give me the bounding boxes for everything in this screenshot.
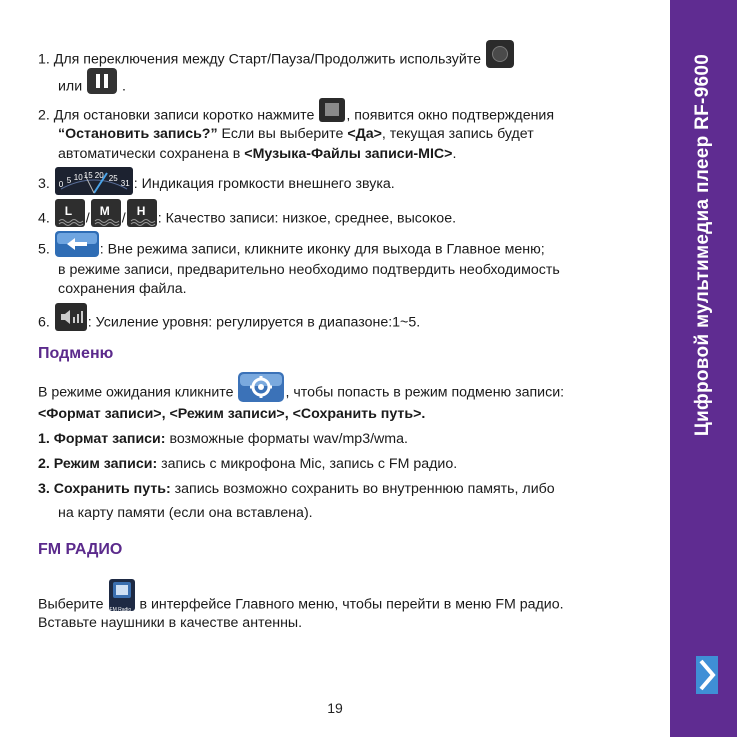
quality-high-icon: H	[127, 199, 157, 232]
pause-icon	[87, 68, 117, 99]
fm-radio-icon: FM Radio	[109, 579, 135, 616]
record-icon	[486, 40, 514, 73]
settings-gear-icon	[238, 372, 284, 407]
next-page-arrow-icon[interactable]	[696, 656, 718, 699]
fm-line-2: Вставьте наушники в качестве антенны.	[38, 615, 303, 631]
fm-heading: FM РАДИО	[38, 541, 123, 558]
item-2-line-3: автоматически сохранена в <Музыка-Файлы записи-MIC>.	[58, 146, 457, 162]
submenu-save-path-cont: на карту памяти (если она вставлена).	[58, 505, 313, 521]
submenu-format: 1. Формат записи: возможные форматы wav/mp3/wma.	[38, 431, 408, 447]
item-5-line-1: 5. : Вне режима записи, кликните иконку для выхода в Главное меню;	[38, 237, 545, 262]
fm-line-1: Выберите FM Radio в интерфейсе Главного меню, чтобы перейти в меню FM радио.	[38, 593, 564, 616]
quality-low-icon: L	[55, 199, 85, 232]
quality-medium-icon: M	[91, 199, 121, 232]
submenu-heading: Подменю	[38, 345, 114, 362]
stop-icon	[319, 98, 345, 127]
submenu-save-path: 3. Сохранить путь: запись возможно сохранить во внутреннюю память, либо	[38, 481, 555, 497]
item-3-line: 3. 0 5 10 15 20 25 31 : Индикация громкости внешнего звука.	[38, 173, 395, 195]
submenu-mode: 2. Режим записи: запись с микрофона Mic, запись с FM радио.	[38, 456, 458, 472]
side-banner-title: Цифровой мультимедиа плеер RF-9600	[692, 53, 713, 437]
item-2-line-2: “Остановить запись?” Если вы выберите <Да>, текущая запись будет	[58, 126, 534, 142]
item-6-line: 6. : Усиление уровня: регулируется в диапазоне:1~5.	[38, 309, 420, 336]
submenu-line-1: В режиме ожидания кликните , чтобы попасть в режим подменю записи:	[38, 378, 564, 407]
submenu-options: <Формат записи>, <Режим записи>, <Сохранить путь>.	[38, 406, 426, 422]
back-arrow-icon	[55, 231, 99, 262]
item-2-line-1: 2. Для остановки записи коротко нажмите , появится окно подтверждения	[38, 104, 554, 127]
page-number: 19	[327, 700, 343, 716]
item-5-line-2: в режиме записи, предварительно необходимо подтвердить необходимость	[58, 262, 560, 278]
side-banner	[670, 0, 737, 737]
gain-level-icon	[55, 303, 87, 336]
item-5-line-3: сохранения файла.	[58, 281, 187, 297]
item-1-line-1: 1. Для переключения между Старт/Пауза/Продолжить используйте	[38, 46, 515, 73]
item-1-line-2: или .	[58, 74, 126, 99]
item-4-line: 4. L / M / H : Качество записи: низкое, среднее, высокое.	[38, 205, 456, 232]
volume-gauge-icon: 0 5 10 15 20 25 31	[55, 167, 133, 195]
